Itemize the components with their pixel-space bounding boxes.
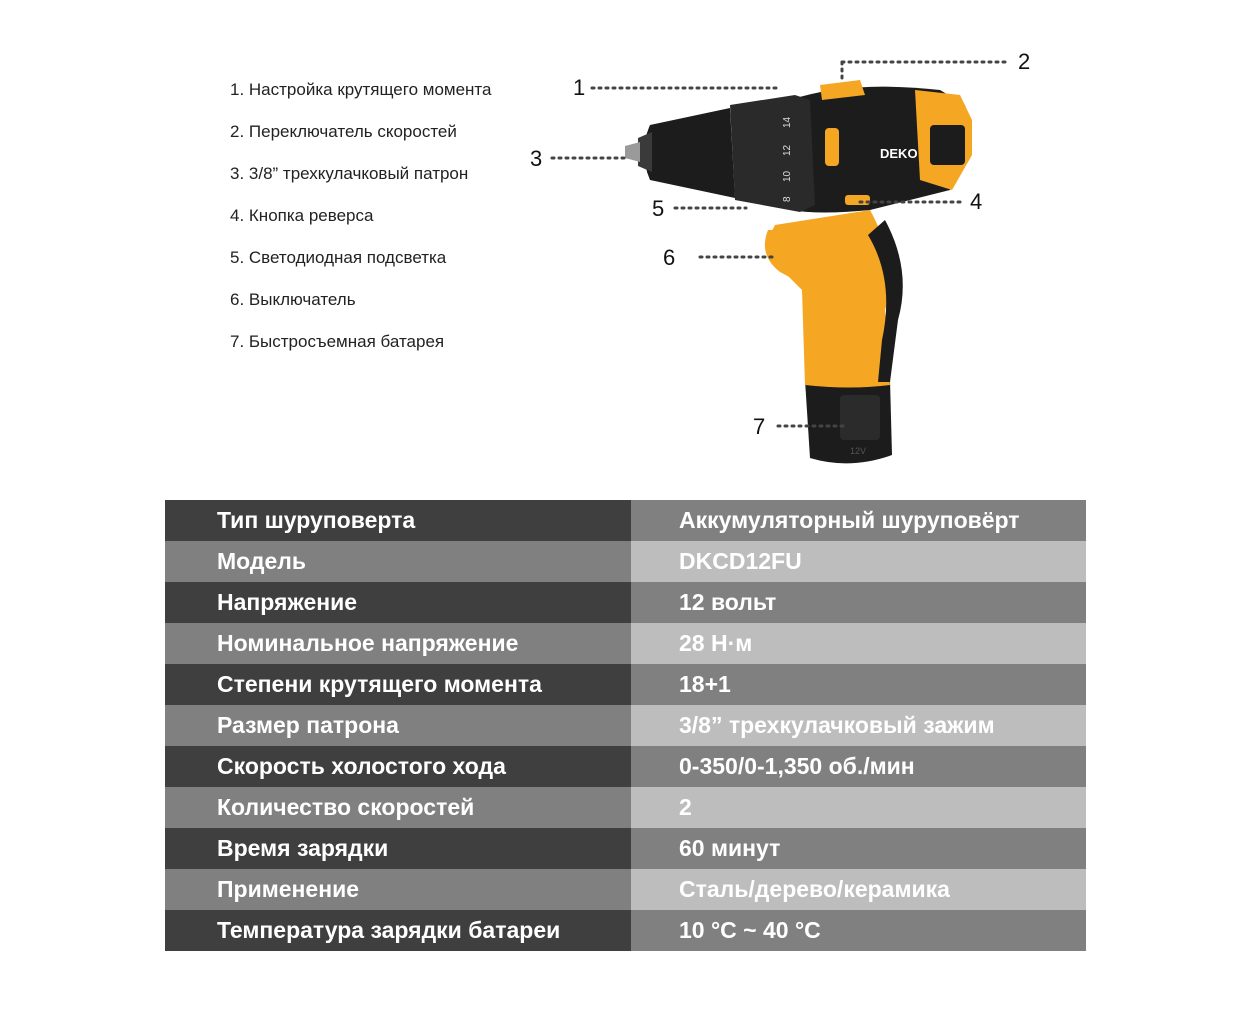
table-row (165, 500, 1086, 541)
table-row (165, 746, 1086, 787)
spec-value: 10 °C ~ 40 °C (631, 910, 1086, 951)
spec-value: Аккумуляторный шуруповёрт (631, 500, 1086, 541)
svg-text:4: 4 (970, 189, 983, 214)
svg-text:2: 2 (1018, 49, 1031, 74)
table-row (165, 828, 1086, 869)
svg-text:7: 7 (753, 414, 766, 439)
table-row (165, 869, 1086, 910)
callout-3 (530, 146, 624, 171)
brand-logo: DEKO (880, 146, 918, 161)
callout-2 (842, 49, 1030, 78)
table-row (165, 541, 1086, 582)
spec-label: Время зарядки (165, 828, 631, 869)
table-row (165, 582, 1086, 623)
spec-label: Напряжение (165, 582, 631, 623)
legend-item: 6. Выключатель (230, 290, 356, 309)
torque-collar (730, 95, 815, 212)
spec-value: 12 вольт (631, 582, 1086, 623)
torque-mark: 8 (782, 196, 793, 202)
specs-table (165, 500, 1086, 951)
legend-item: 4. Кнопка реверса (230, 206, 374, 225)
spec-label: Температура зарядки батареи (165, 910, 631, 951)
drill-illustration (520, 40, 1060, 480)
svg-text:3: 3 (530, 146, 543, 171)
spec-label: Модель (165, 541, 631, 582)
battery-pack (805, 380, 892, 463)
spec-label: Номинальное напряжение (165, 623, 631, 664)
spec-value: DKCD12FU (631, 541, 1086, 582)
table-row (165, 910, 1086, 951)
legend-item: 2. Переключатель скоростей (230, 122, 457, 141)
torque-mark: 14 (782, 116, 793, 128)
torque-mark: 12 (782, 144, 793, 156)
spec-value: 0-350/0-1,350 об./мин (631, 746, 1086, 787)
spec-label: Скорость холостого хода (165, 746, 631, 787)
spec-value: 3/8” трехкулачковый зажим (631, 705, 1086, 746)
table-row (165, 623, 1086, 664)
legend-item: 3. 3/8” трехкулачковый патрон (230, 164, 469, 183)
spec-label: Размер патрона (165, 705, 631, 746)
svg-text:5: 5 (652, 196, 665, 221)
legend-item: 5. Светодиодная подсветка (230, 248, 447, 267)
spec-value: 60 минут (631, 828, 1086, 869)
spec-value: 18+1 (631, 664, 1086, 705)
spec-value: 28 Н·м (631, 623, 1086, 664)
spec-label: Количество скоростей (165, 787, 631, 828)
callout-5 (652, 196, 746, 221)
callout-6 (663, 245, 775, 270)
svg-text:6: 6 (663, 245, 676, 270)
svg-text:1: 1 (573, 75, 586, 100)
table-row (165, 705, 1086, 746)
table-row (165, 787, 1086, 828)
spec-label: Тип шуруповерта (165, 500, 631, 541)
battery-label: 12V (850, 446, 867, 456)
spec-label: Степени крутящего момента (165, 664, 631, 705)
legend-item: 7. Быстросъемная батарея (230, 332, 445, 351)
spec-label: Применение (165, 869, 631, 910)
chuck (644, 108, 735, 198)
callout-1 (573, 75, 778, 100)
spec-value: 2 (631, 787, 1086, 828)
parts-legend (230, 78, 491, 372)
torque-mark: 10 (782, 170, 793, 182)
table-row (165, 664, 1086, 705)
spec-value: Сталь/дерево/керамика (631, 869, 1086, 910)
legend-item: 1. Настройка крутящего момента (230, 80, 492, 99)
